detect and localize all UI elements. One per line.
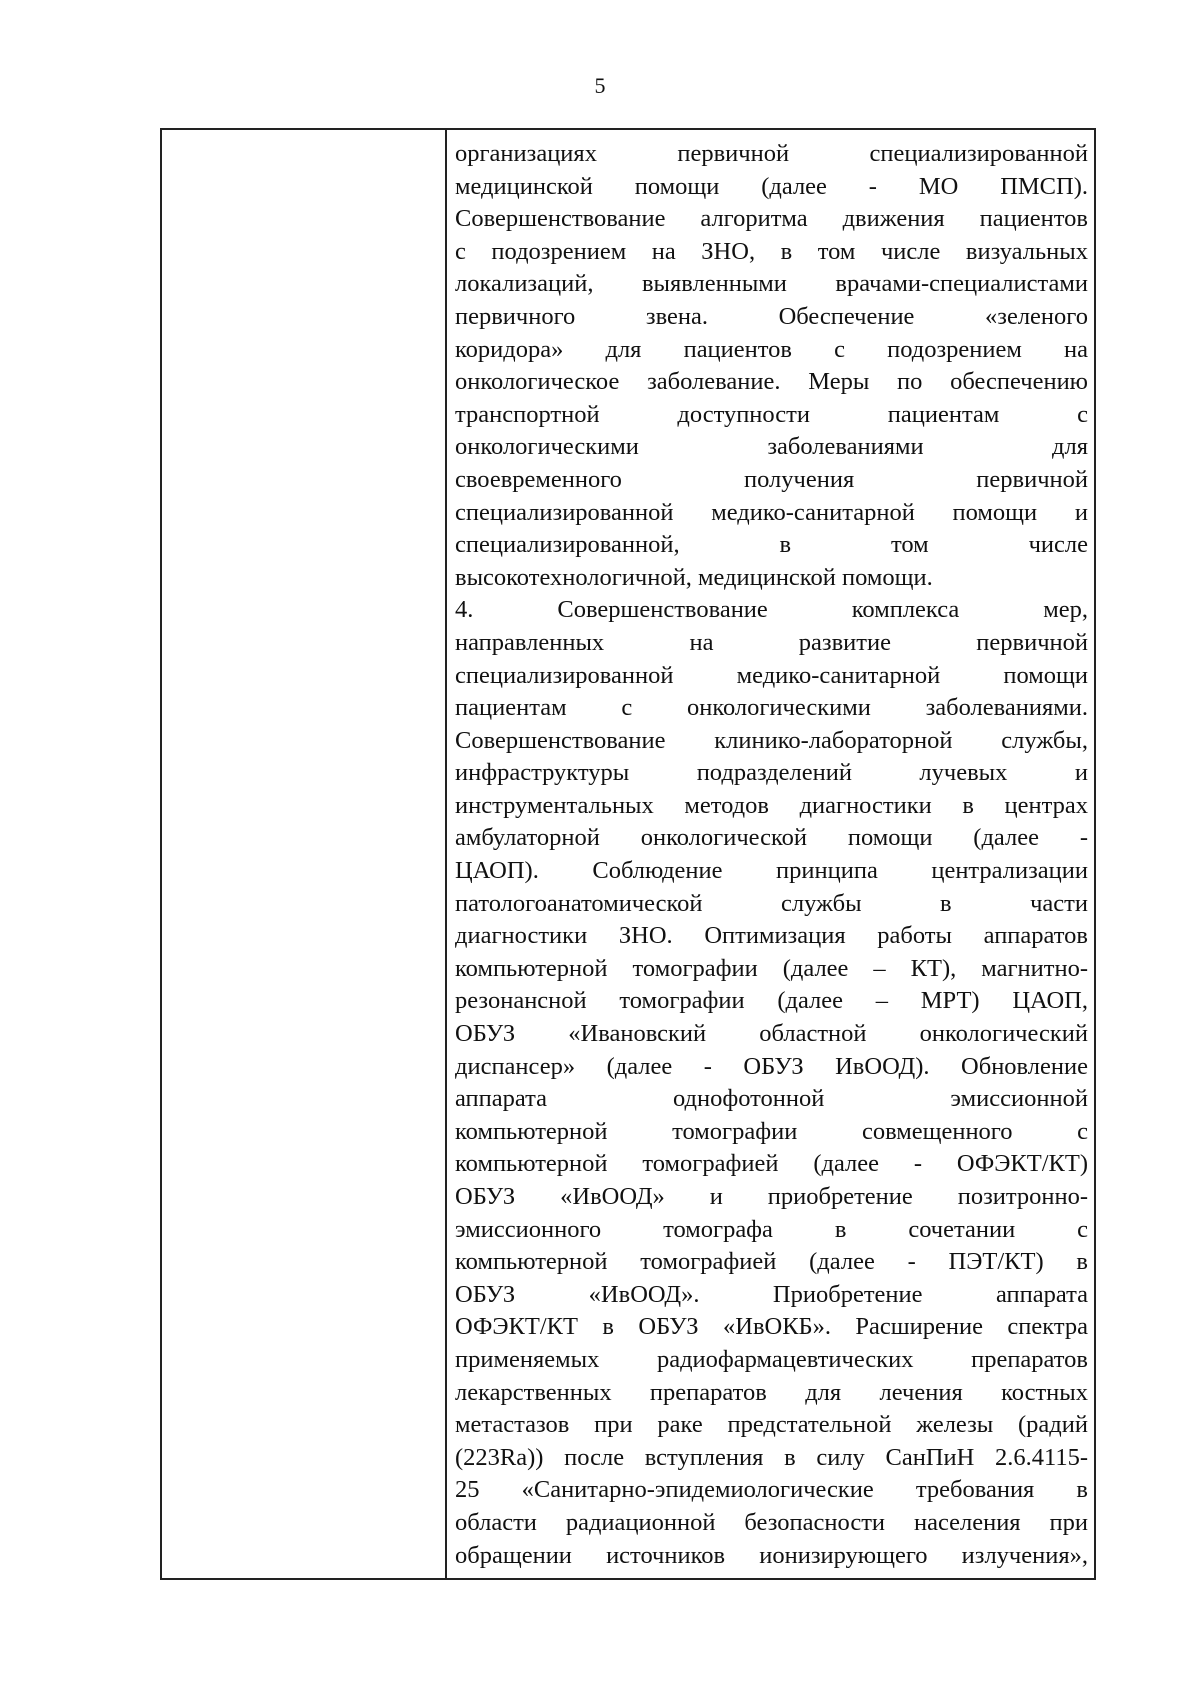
text-line: (223Ra)) после вступления в силу СанПиН 2.6.4115-: [455, 1443, 1088, 1471]
text-line: специализированной медико-санитарной помощи: [455, 661, 1088, 689]
text-line: ЦАОП). Соблюдение принципа централизации: [455, 857, 1088, 885]
text-line: онкологическое заболевание. Меры по обеспечению: [455, 368, 1088, 396]
text-line: ОБУЗ «Ивановский областной онкологический: [455, 1020, 1088, 1048]
text-line: аппарата однофотонной эмиссионной: [455, 1085, 1088, 1113]
text-line: коридора» для пациентов с подозрением на: [455, 335, 1088, 363]
text-line: специализированной, в том числе: [455, 531, 1088, 559]
table-cell-left: [162, 130, 447, 1578]
text-line: транспортной доступности пациентам с: [455, 400, 1088, 428]
text-line: применяемых радиофармацевтических препаратов: [455, 1345, 1088, 1373]
text-line: области радиационной безопасности населения при: [455, 1508, 1088, 1536]
text-line: ОБУЗ «ИвООД» и приобретение позитронно-: [455, 1183, 1088, 1210]
text-line: патологоанатомической службы в части: [455, 889, 1088, 917]
text-line: компьютерной томографии (далее – КТ), магнитно-: [455, 954, 1088, 982]
text-line: Совершенствование клинико-лабораторной службы,: [455, 726, 1088, 754]
text-line: своевременного получения первичной: [455, 465, 1088, 493]
text-line: 25 «Санитарно-эпидемиологические требования в: [455, 1476, 1088, 1504]
text-line: инфраструктуры подразделений лучевых и: [455, 759, 1088, 787]
text-line: лекарственных препаратов для лечения костных: [455, 1378, 1088, 1406]
page-number: 5: [594, 73, 606, 98]
text-line: ОБУЗ «ИвООД». Приобретение аппарата: [455, 1280, 1088, 1308]
text-line: инструментальных методов диагностики в центрах: [455, 791, 1088, 819]
text-line: метастазов при раке предстательной железы (радий: [455, 1411, 1088, 1439]
text-line: специализированной медико-санитарной помощи и: [455, 498, 1088, 526]
text-line: локализаций, выявленными врачами-специалистами: [455, 270, 1088, 298]
text-line: с подозрением на ЗНО, в том числе визуальных: [455, 237, 1088, 265]
text-line: ОФЭКТ/КТ в ОБУЗ «ИвОКБ». Расширение спектра: [455, 1313, 1088, 1341]
text-line: амбулаторной онкологической помощи (далее -: [455, 824, 1088, 852]
text-line: 4. Совершенствование комплекса мер,: [455, 596, 1088, 624]
text-line: первичного звена. Обеспечение «зеленого: [455, 302, 1088, 330]
text-line: диспансер» (далее - ОБУЗ ИвООД). Обновление: [455, 1052, 1088, 1080]
text-line: направленных на развитие первичной: [455, 628, 1088, 656]
text-line: медицинской помощи (далее - МО ПМСП).: [455, 172, 1088, 200]
text-line: компьютерной томографией (далее - ПЭТ/КТ) в: [455, 1248, 1088, 1276]
text-line: обращении источников ионизирующего излучения»,: [455, 1541, 1088, 1569]
text-line: онкологическими заболеваниями для: [455, 433, 1088, 461]
text-line: Совершенствование алгоритма движения пациентов: [455, 205, 1088, 233]
text-line: диагностики ЗНО. Оптимизация работы аппаратов: [455, 922, 1088, 950]
text-line: резонансной томографии (далее – МРТ) ЦАОП,: [455, 987, 1088, 1015]
document-table: [160, 128, 1096, 1580]
text-line: эмиссионного томографа в сочетании с: [455, 1215, 1088, 1243]
text-line: организациях первичной специализированной: [455, 140, 1088, 167]
table-cell-right: [447, 130, 1094, 1578]
text-line: пациентам с онкологическими заболеваниями.: [455, 694, 1088, 722]
text-line: компьютерной томографией (далее - ОФЭКТ/КТ): [455, 1150, 1088, 1178]
text-line: компьютерной томографии совмещенного с: [455, 1117, 1088, 1145]
text-line: высокотехнологичной, медицинской помощи.: [455, 563, 933, 591]
